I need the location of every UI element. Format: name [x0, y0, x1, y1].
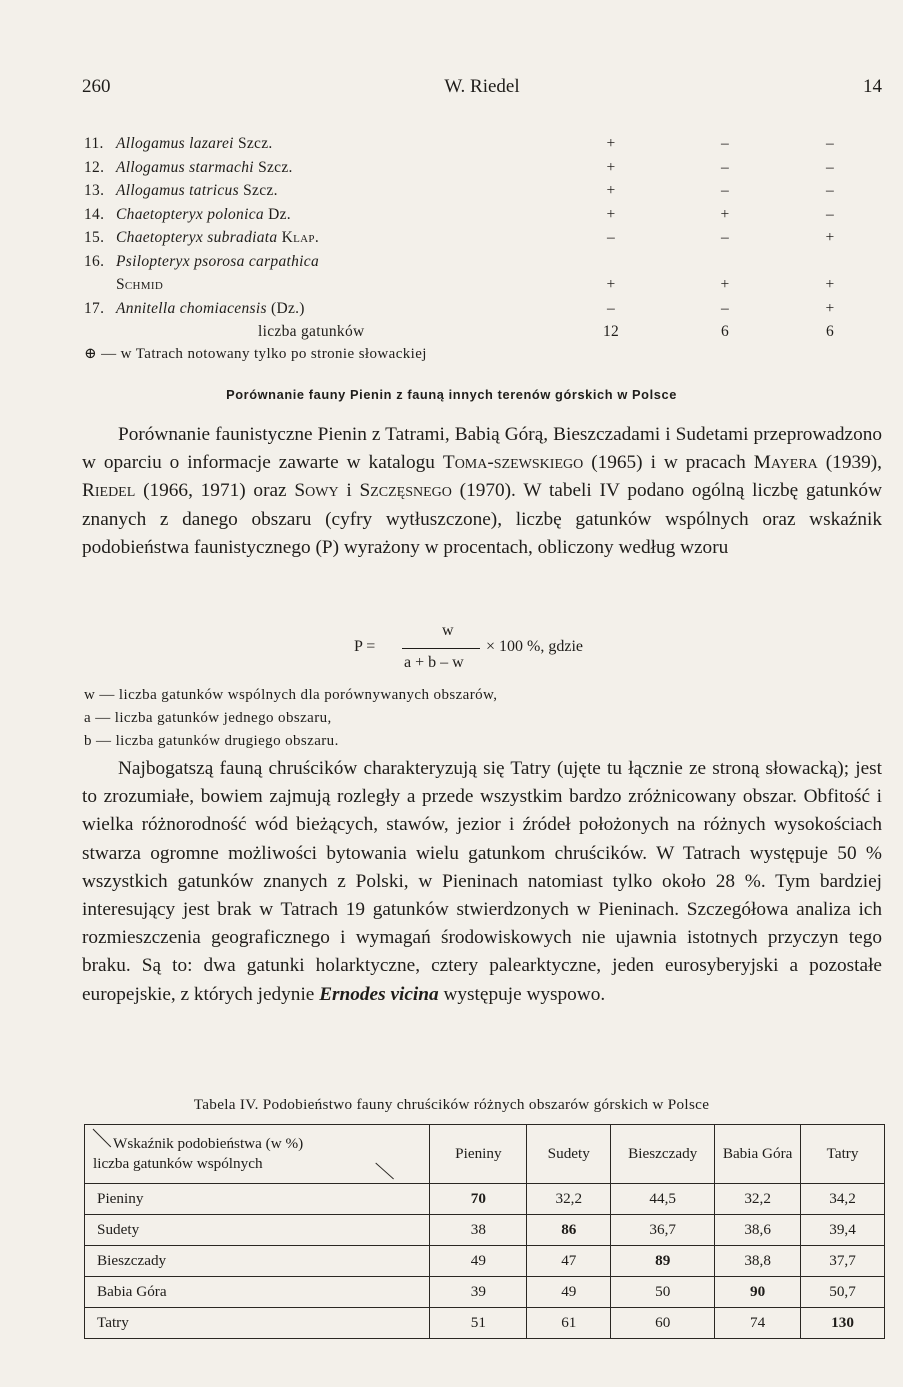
table-row — [85, 1215, 885, 1246]
header-number: 14 — [863, 76, 882, 97]
species-presence-mark: + — [720, 276, 730, 293]
species-row — [84, 250, 854, 274]
table-cell: 47 — [527, 1246, 611, 1277]
col-header-bieszczady: Bieszczady — [611, 1125, 715, 1184]
table-cell: 39,4 — [801, 1215, 885, 1246]
species-author: Schmid — [116, 276, 164, 293]
species-name — [116, 203, 291, 227]
species-presence-mark: – — [825, 158, 835, 176]
species-latin-name: Annitella chomiacensis — [116, 299, 267, 317]
table-cell: 37,7 — [801, 1246, 885, 1277]
row-label: Babia Góra — [85, 1277, 430, 1308]
species-name — [116, 179, 278, 203]
formula-numerator: w — [442, 622, 454, 639]
p1-text-4: (1966, 1971) oraz — [135, 480, 295, 502]
fraction-bar — [402, 648, 480, 649]
species-number: 17. — [84, 299, 105, 317]
species-author: Szcz. — [243, 182, 278, 199]
species-presence-mark: + — [825, 229, 835, 246]
species-presence-mark: – — [720, 229, 730, 246]
species-count-col2: 6 — [720, 323, 730, 340]
species-latin-name: Chaetopteryx subradiata — [116, 229, 278, 246]
species-presence-mark: – — [606, 229, 616, 246]
table-row — [85, 1277, 885, 1308]
species-name — [116, 250, 319, 274]
col-header-pieniny: Pieniny — [430, 1125, 527, 1184]
species-presence-mark: + — [606, 158, 616, 176]
table-row — [85, 1184, 885, 1215]
table-cell: 49 — [527, 1277, 611, 1308]
table-row — [85, 1246, 885, 1277]
species-presence-mark: – — [825, 182, 835, 199]
table-cell: 39 — [430, 1277, 527, 1308]
table-corner-cell — [85, 1125, 430, 1184]
legend-b: b — liczba gatunków drugiego obszaru. — [84, 733, 339, 749]
section-heading: Porównanie fauny Pienin z fauną innych terenów górskich w Polsce — [226, 387, 677, 402]
species-presence-mark: + — [720, 205, 730, 223]
species-presence-mark: – — [720, 299, 730, 317]
species-count-row — [84, 320, 854, 344]
corner-top-label: Wskaźnik podobieństwa (w %) — [113, 1135, 304, 1152]
species-row — [84, 226, 854, 250]
similarity-formula — [354, 622, 674, 674]
table-cell: 38,8 — [715, 1246, 801, 1277]
corner-bottom-label: liczba gatunków wspólnych — [93, 1155, 263, 1172]
p1-text-6: (1970). W tabeli IV podano ogólną liczbę gatunków znanych z danego obszaru (cyfry wytłuszczone), liczbę gatunków wspólnych oraz wskaźnik podobieństwa faunistycznego (P) wyrażony w procentach, obliczony według wzoru — [82, 480, 882, 558]
table-cell: 36,7 — [611, 1215, 715, 1246]
p1-text-3: (1939), — [817, 452, 882, 474]
species-list — [84, 132, 854, 344]
paragraph-1 — [82, 421, 882, 562]
species-presence-mark: – — [825, 205, 835, 223]
table-header-row — [85, 1125, 885, 1184]
formula-denominator: a + b – w — [404, 654, 464, 671]
species-latin-name: Allogamus tatricus — [116, 182, 239, 199]
p1-text-5: i — [338, 480, 360, 502]
species-number: 14. — [84, 205, 105, 223]
page-number: 260 — [82, 76, 111, 97]
table-cell: 50 — [611, 1277, 715, 1308]
p1-author-3: Riedel — [82, 480, 136, 502]
running-author: W. Riedel — [444, 76, 520, 97]
col-header-babia-gora: Babia Góra — [715, 1125, 801, 1184]
species-presence-mark: – — [720, 182, 730, 199]
footnote: ⊕ — w Tatrach notowany tylko po stronie słowackiej — [84, 346, 427, 362]
species-presence-mark: + — [606, 205, 616, 223]
legend-a: a — liczba gatunków jednego obszaru, — [84, 710, 332, 726]
p1-author-2: Mayera — [753, 452, 818, 474]
species-number: 13. — [84, 182, 105, 199]
species-author: Klap. — [281, 229, 320, 246]
table-cell: 74 — [715, 1308, 801, 1339]
species-number: 16. — [84, 252, 105, 270]
species-latin-name: Allogamus starmachi — [116, 158, 254, 176]
species-author: Dz. — [268, 205, 291, 223]
table-row — [85, 1308, 885, 1339]
species-row — [84, 179, 854, 203]
species-presence-mark: – — [720, 158, 730, 176]
species-name — [116, 226, 319, 250]
species-latin-name: Chaetopteryx polonica — [116, 205, 264, 223]
table-cell: 44,5 — [611, 1184, 715, 1215]
table-cell: 61 — [527, 1308, 611, 1339]
table-cell: 38 — [430, 1215, 527, 1246]
species-number: 15. — [84, 229, 105, 246]
formula-legend — [84, 684, 497, 753]
species-latin-name: Psilopteryx psorosa carpathica — [116, 252, 320, 270]
species-presence-mark: – — [606, 299, 616, 317]
diagonal-slash — [85, 1125, 429, 1183]
species-row — [84, 132, 854, 156]
species-presence-mark: + — [606, 276, 616, 293]
species-author: (Dz.) — [271, 299, 305, 317]
row-label: Sudety — [85, 1215, 430, 1246]
species-presence-mark: + — [606, 182, 616, 199]
species-name — [116, 132, 273, 156]
row-label: Bieszczady — [85, 1246, 430, 1277]
p1-author-4: Sowy — [294, 480, 339, 502]
species-presence-mark: + — [825, 276, 835, 293]
species-number: 12. — [84, 158, 105, 176]
col-header-sudety: Sudety — [527, 1125, 611, 1184]
p2-species-name: Ernodes vicina — [319, 983, 439, 1005]
species-author: Szcz. — [237, 135, 273, 152]
p1-text-1: Porównanie faunistyczne Pienin z Tatrami, Babią Górą, Bieszczadami i Sudetami przeprowadzono w oparciu o informacje zawarte w katalogu — [82, 424, 882, 474]
species-name — [116, 156, 293, 180]
table-cell: 89 — [611, 1246, 715, 1277]
species-count-label: liczba gatunków — [258, 323, 365, 340]
row-label: Pieniny — [85, 1184, 430, 1215]
table-cell: 70 — [430, 1184, 527, 1215]
p1-author-5: Szczęsnego — [359, 480, 452, 502]
p2-text-2: występuje wyspowo. — [438, 983, 606, 1005]
species-presence-mark: – — [825, 135, 835, 152]
formula-tail: × 100 %, gdzie — [486, 638, 583, 655]
table-cell: 130 — [801, 1308, 885, 1339]
species-count-col3: 6 — [825, 323, 835, 340]
col-header-tatry: Tatry — [801, 1125, 885, 1184]
p1-author-1: Toma-szewskiego — [442, 452, 584, 474]
table-cell: 90 — [715, 1277, 801, 1308]
table-cell: 51 — [430, 1308, 527, 1339]
table-cell: 86 — [527, 1215, 611, 1246]
species-presence-mark: – — [720, 135, 730, 152]
species-presence-mark: + — [606, 135, 616, 152]
table-cell: 32,2 — [715, 1184, 801, 1215]
running-header — [82, 76, 882, 102]
species-row — [84, 273, 854, 297]
species-row — [84, 297, 854, 321]
species-row — [84, 156, 854, 180]
species-latin-name: Allogamus lazarei — [116, 135, 234, 152]
species-number: 11. — [84, 135, 104, 152]
paragraph-2 — [82, 755, 882, 1009]
formula-lhs: P = — [354, 638, 376, 655]
species-name — [116, 297, 305, 321]
species-row — [84, 203, 854, 227]
table-cell: 32,2 — [527, 1184, 611, 1215]
similarity-table — [84, 1124, 885, 1339]
p1-text-2: (1965) i w pracach — [583, 452, 754, 474]
table-cell: 50,7 — [801, 1277, 885, 1308]
table-cell: 38,6 — [715, 1215, 801, 1246]
table-cell: 49 — [430, 1246, 527, 1277]
species-presence-mark: + — [825, 299, 835, 317]
species-count-col1: 12 — [602, 323, 620, 340]
table-cell: 34,2 — [801, 1184, 885, 1215]
legend-w: w — liczba gatunków wspólnych dla porównywanych obszarów, — [84, 687, 498, 703]
p2-text-1: Najbogatszą fauną chruścików charakteryzują się Tatry (ujęte tu łącznie ze stroną słowacką); jest to zrozumiałe, bowiem zajmują rozległy a przede wszystkim bardzo zróżnicowany obszar. Obfitość i wielka różnorodność wód bieżących, stawów, jezior i źródeł położonych na różnych wysokościach stwarza ogromne możliwości bytowania wielu gatunkom chruścików. W Tatrach występuje 50 % wszystkich gatunków znanych z Polski, w Pieninach natomiast tylko około 28 %. Tym bardziej interesujący jest brak w Tatrach 19 gatunków stwierdzonych w Pieninach. Szczegółowa analiza ich rozmieszczenia geograficznego i wymagań środowiskowych nie ujawnia istotnych przyczyn tego braku. Są to: dwa gatunki holarktyczne, cztery palearktyczne, jeden eurosyberyjski a pozostałe europejskie, z których jedynie — [82, 758, 882, 1005]
table-caption: Tabela IV. Podobieństwo fauny chruścików różnych obszarów górskich w Polsce — [193, 1096, 710, 1113]
row-label: Tatry — [85, 1308, 430, 1339]
species-author: Szcz. — [258, 158, 293, 176]
species-name — [116, 273, 163, 297]
table-cell: 60 — [611, 1308, 715, 1339]
